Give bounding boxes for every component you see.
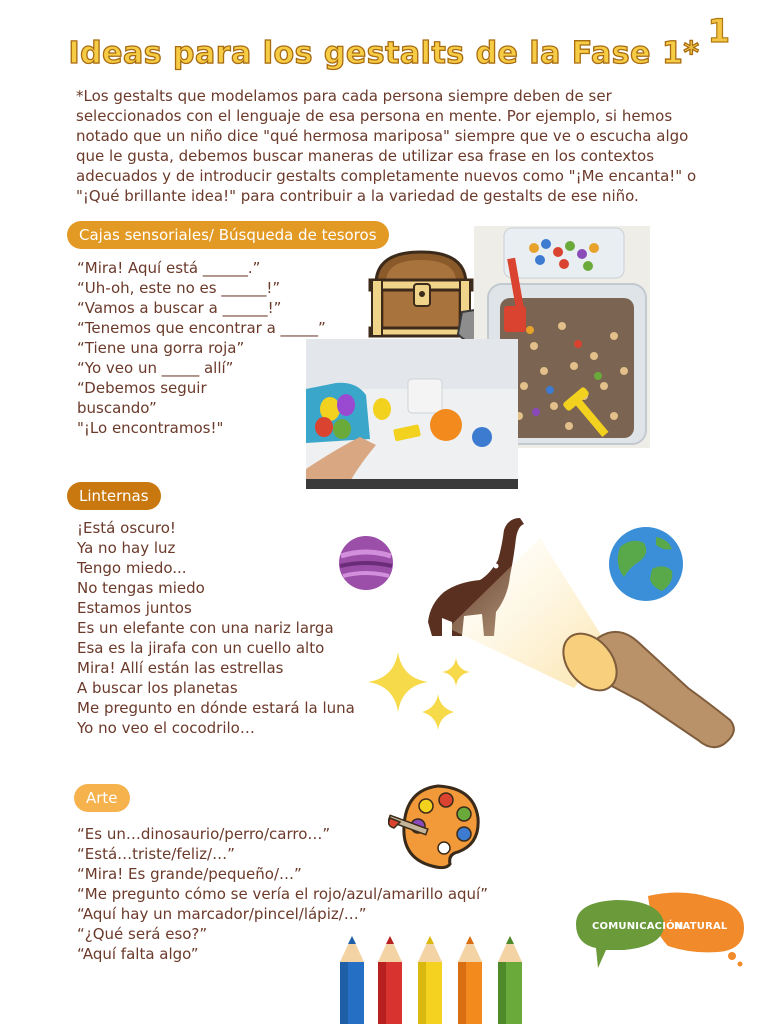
list-item: “Vamos a buscar a ______!”: [77, 299, 282, 317]
logo-text-comunicacion: COMUNICACIÓN: [592, 921, 684, 932]
list-item: Me pregunto en dónde estará la luna: [77, 699, 355, 717]
list-item: Estamos juntos: [77, 599, 192, 617]
list-item: “¿Qué será eso?”: [77, 925, 208, 943]
list-item: “Es un…dinosaurio/perro/carro…”: [77, 825, 331, 843]
planet-purple-icon: [337, 534, 395, 592]
colored-pencils-icon: [334, 932, 530, 1024]
palette-icon: [388, 782, 482, 870]
list-item: “Está…triste/feliz/…”: [77, 845, 235, 863]
brand-logo: [572, 890, 750, 970]
page-number: 1: [707, 12, 730, 50]
list-item: Yo no veo el cocodrilo…: [77, 719, 255, 737]
list-item: "¡Lo encontramos!": [77, 419, 224, 437]
list-item: buscando”: [77, 399, 157, 417]
list-item: Tengo miedo...: [77, 559, 187, 577]
phrase-list-cajas: [77, 258, 327, 438]
flashlight-icon: [448, 538, 740, 752]
list-item: “Mira! Aquí está ______.”: [77, 259, 261, 277]
treasure-toys-photo: [306, 339, 518, 489]
phrase-list-linternas: [77, 518, 377, 738]
page-title: Ideas para los gestalts de la Fase 1*: [68, 36, 700, 71]
list-item: “Tiene una gorra roja”: [77, 339, 245, 357]
list-item: “Mira! Es grande/pequeño/…”: [77, 865, 302, 883]
list-item: “Aquí hay un marcador/pincel/lápiz/…”: [77, 905, 367, 923]
logo-text-natural: NATURAL: [674, 921, 728, 932]
list-item: “Yo veo un _____ allí”: [77, 359, 234, 377]
section-heading-linternas: Linternas: [67, 482, 161, 510]
list-item: Esa es la jirafa con un cuello alto: [77, 639, 325, 657]
list-item: “Aquí falta algo”: [77, 945, 199, 963]
section-heading-cajas: Cajas sensoriales/ Búsqueda de tesoros: [67, 221, 389, 249]
list-item: Ya no hay luz: [77, 539, 176, 557]
intro-paragraph: *Los gestalts que modelamos para cada persona siempre deben de ser seleccionados con el lenguaje de esa persona en mente. Por ejemplo, si hemos notado que un niño dice "qué hermosa mariposa" siempre que ve o escucha algo que le gusta, debemos buscar maneras de utilizar esa frase en los contextos adecuados y de introducir gestalts completamente nuevos como "¡Me encanta!" o "¡Qué brillante idea!" para contribuir a la variedad de gestalts de ese niño.: [76, 87, 697, 205]
list-item: ¡Está oscuro!: [77, 519, 176, 537]
list-item: No tengas miedo: [77, 579, 205, 597]
list-item: Es un elefante con una nariz larga: [77, 619, 334, 637]
list-item: Mira! Allí están las estrellas: [77, 659, 284, 677]
list-item: A buscar los planetas: [77, 679, 238, 697]
list-item: “Me pregunto cómo se vería el rojo/azul/amarillo aquí”: [77, 885, 488, 903]
list-item: “Uh-oh, este no es ______!”: [77, 279, 281, 297]
section-heading-arte: Arte: [74, 784, 130, 812]
list-item: “Debemos seguir: [77, 379, 207, 397]
list-item: “Tenemos que encontrar a _____”: [77, 319, 326, 337]
